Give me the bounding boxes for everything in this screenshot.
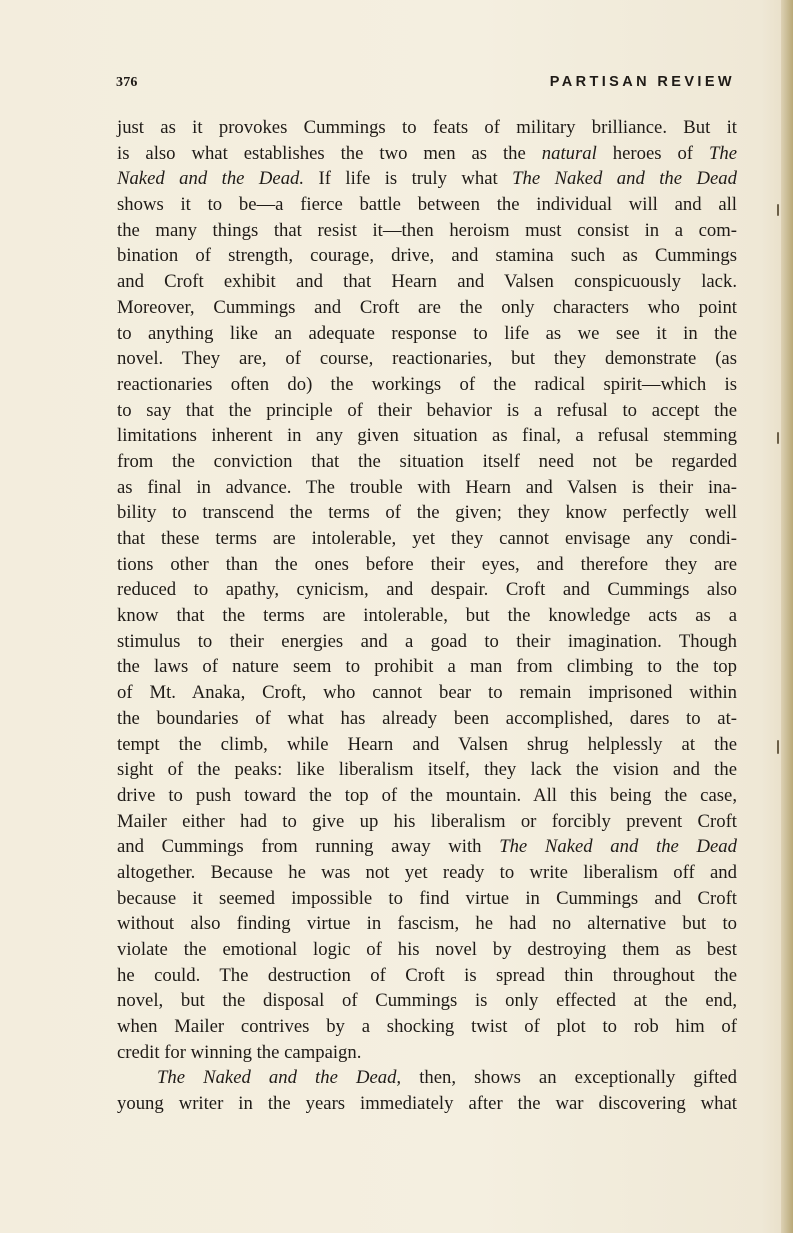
italic-text: The — [708, 142, 737, 164]
text-line — [117, 243, 737, 269]
italic-text: Naked and the Dead. — [117, 168, 305, 190]
line-text: tempt the climb, while Hearn and Valsen shrug helplessly at the — [117, 733, 737, 755]
text-line — [117, 115, 737, 141]
text-line — [117, 166, 737, 192]
text-line — [117, 372, 737, 398]
line-text: and Cummings from running away with — [117, 836, 500, 858]
line-text: reactionaries often do) the workings of the radical spirit—which is — [117, 373, 737, 395]
line-text: altogether. Because he was not yet ready to write liberalism off and — [117, 861, 737, 883]
line-text: of Mt. Anaka, Croft, who cannot bear to remain imprisoned within — [117, 682, 737, 704]
edge-mark — [777, 740, 779, 754]
line-text: If life is truly what — [304, 168, 513, 190]
line-text: just as it provokes Cummings to feats of military brilliance. But it — [117, 117, 737, 138]
text-line — [117, 269, 737, 295]
line-text: the boundaries of what has already been accomplished, dares to at- — [117, 707, 737, 729]
line-text: that these terms are intolerable, yet they cannot envisage any condi- — [117, 528, 737, 549]
line-text: know that the terms are intolerable, but the knowledge acts as a — [117, 605, 737, 627]
text-line — [117, 449, 737, 475]
line-text: sight of the peaks: like liberalism itself, they lack the vision and the — [117, 759, 737, 781]
text-line — [117, 860, 737, 886]
italic-text: The Naked and the Dead — [499, 836, 737, 858]
line-text: novel, but the disposal of Cummings is only effected at the end, — [117, 990, 737, 1012]
text-line — [117, 475, 737, 501]
line-text: as final in advance. The trouble with Hearn and Valsen is their ina- — [117, 476, 737, 498]
text-line — [117, 398, 737, 424]
line-text: from the conviction that the situation itself need not be regarded — [117, 450, 737, 472]
line-text: limitations inherent in any given situation as final, a refusal stemming — [117, 425, 737, 447]
line-text: is also what establishes the two men as the — [117, 142, 542, 164]
running-head: PARTISAN REVIEW — [549, 74, 735, 90]
line-text: shows it to be—a fierce battle between the individual will and all — [117, 194, 737, 216]
text-line — [117, 526, 737, 552]
text-line — [117, 732, 737, 758]
text-line — [117, 988, 737, 1014]
line-text: to anything like an adequate response to life as we see it in the — [117, 322, 737, 344]
text-line — [117, 834, 737, 860]
italic-text: The Naked and the Dead — [512, 168, 737, 190]
body-text — [117, 115, 737, 1117]
text-line — [117, 886, 737, 912]
line-text: to say that the principle of their behavior is a refusal to accept the — [117, 399, 737, 421]
line-text: bility to transcend the terms of the given; they know perfectly well — [117, 502, 737, 524]
text-line — [117, 218, 737, 244]
page-number: 376 — [116, 75, 138, 90]
text-line — [117, 500, 737, 526]
page-header — [116, 74, 735, 96]
italic-text: natural — [541, 142, 597, 164]
text-line — [117, 346, 737, 372]
text-line — [117, 1065, 737, 1091]
text-line — [117, 603, 737, 629]
italic-text: The Naked and the Dead, — [157, 1067, 402, 1089]
text-line — [117, 1040, 737, 1066]
edge-mark — [777, 204, 779, 216]
line-text: stimulus to their energies and a goad to their imagination. Though — [117, 630, 737, 652]
line-text: violate the emotional logic of his novel by destroying them as best — [117, 939, 737, 960]
page-edge — [781, 0, 793, 1233]
line-text: drive to push toward the top of the mountain. All this being the case, — [117, 784, 737, 806]
text-line — [117, 629, 737, 655]
text-line — [117, 577, 737, 603]
line-text: credit for winning the campaign. — [117, 1041, 362, 1063]
line-text: Mailer either had to give up his liberalism or forcibly prevent Croft — [117, 810, 737, 832]
line-text: Moreover, Cummings and Croft are the only characters who point — [117, 296, 737, 318]
line-text: then, shows an exceptionally gifted — [401, 1067, 737, 1089]
text-line — [117, 963, 737, 989]
text-line — [117, 141, 737, 167]
text-line — [117, 783, 737, 809]
text-line — [117, 295, 737, 321]
text-line — [117, 321, 737, 347]
text-line — [117, 757, 737, 783]
line-text: heroes of — [596, 142, 709, 164]
text-line — [117, 809, 737, 835]
text-line — [117, 654, 737, 680]
text-line — [117, 911, 737, 937]
line-text: when Mailer contrives by a shocking twist of plot to rob him of — [117, 1016, 737, 1038]
line-text: the laws of nature seem to prohibit a man from climbing to the top — [117, 656, 737, 678]
text-line — [117, 937, 737, 963]
line-text: the many things that resist it—then heroism must consist in a com- — [117, 219, 737, 241]
text-line — [117, 423, 737, 449]
text-line — [117, 552, 737, 578]
line-text: novel. They are, of course, reactionaries, but they demonstrate (as — [117, 348, 737, 370]
line-text: young writer in the years immediately after the war discovering what — [117, 1093, 737, 1115]
line-text: tions other than the ones before their eyes, and therefore they are — [117, 553, 737, 575]
text-line — [117, 680, 737, 706]
line-text: because it seemed impossible to find virtue in Cummings and Croft — [117, 887, 737, 909]
text-line — [117, 192, 737, 218]
edge-mark — [777, 432, 779, 444]
text-line — [117, 706, 737, 732]
text-line — [117, 1091, 737, 1117]
line-text: he could. The destruction of Croft is spread thin throughout the — [117, 964, 737, 986]
text-line — [117, 1014, 737, 1040]
line-text: bination of strength, courage, drive, and stamina such as Cummings — [117, 245, 737, 267]
line-text: reduced to apathy, cynicism, and despair. Croft and Cummings also — [117, 579, 737, 601]
line-text: and Croft exhibit and that Hearn and Valsen conspicuously lack. — [117, 271, 737, 293]
line-text: without also finding virtue in fascism, he had no alternative but to — [117, 913, 737, 935]
